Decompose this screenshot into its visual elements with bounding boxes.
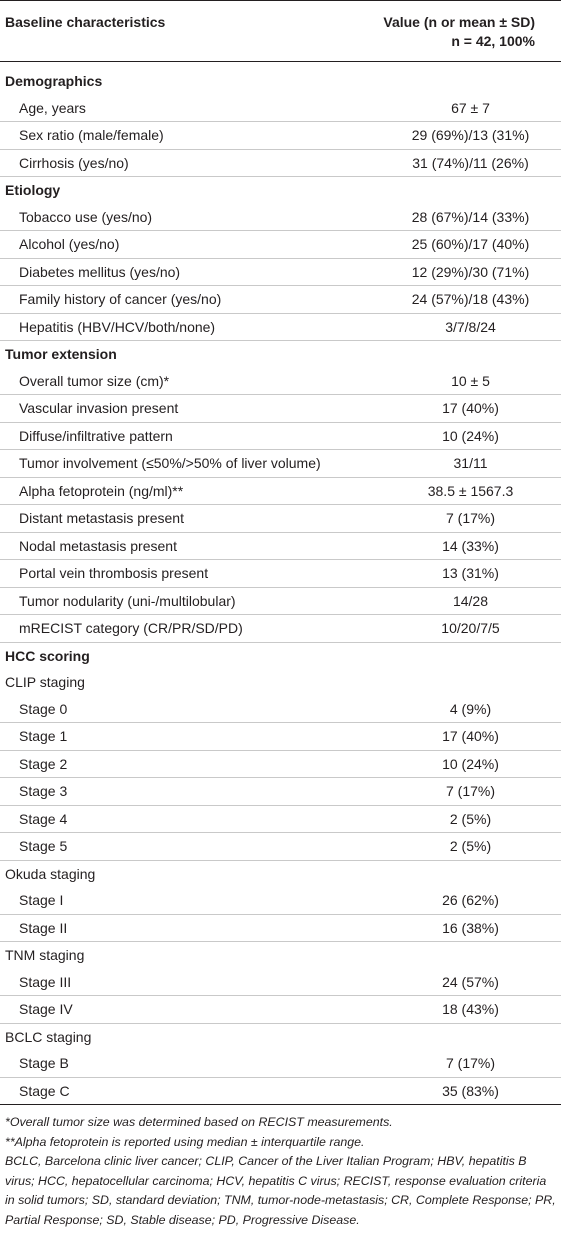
subsection-title: Okuda staging [5, 865, 96, 882]
subsection-title: TNM staging [5, 947, 85, 964]
row-value: 24 (57%)/18 (43%) [370, 286, 561, 314]
row-label: Sex ratio (male/female) [0, 122, 370, 150]
row-label: Cirrhosis (yes/no) [0, 149, 370, 177]
row-label: Diffuse/infiltrative pattern [0, 422, 370, 450]
table-row [0, 477, 561, 505]
row-value: 16 (38%) [370, 914, 561, 942]
row-value: 31 (74%)/11 (26%) [370, 149, 561, 177]
row-label: Stage III [0, 969, 370, 996]
row-label: Tumor nodularity (uni-/multilobular) [0, 587, 370, 615]
row-value: 28 (67%)/14 (33%) [370, 204, 561, 231]
subsection-title: BCLC staging [5, 1028, 92, 1045]
header-characteristics: Baseline characteristics [5, 14, 166, 30]
table-row [0, 450, 561, 478]
row-label: Vascular invasion present [0, 395, 370, 423]
table-body [0, 62, 561, 1105]
table-row [0, 313, 561, 341]
row-label: Stage B [0, 1050, 370, 1077]
row-label: Tobacco use (yes/no) [0, 204, 370, 231]
row-value [370, 177, 561, 204]
table-row [0, 204, 561, 231]
table-row [0, 996, 561, 1024]
row-value [370, 942, 561, 969]
row-value: 25 (60%)/17 (40%) [370, 231, 561, 259]
table-row [0, 286, 561, 314]
row-value: 17 (40%) [370, 395, 561, 423]
section-title: Tumor extension [5, 346, 117, 363]
footnote-3: BCLC, Barcelona clinic liver cancer; CLIP, Cancer of the Liver Italian Program; HBV, hepatitis B virus; HCC, hepatocellular carcinoma; HCV, hepatitis C virus; RECIST, response evaluation criteria in solid tumors; SD, standard deviation; TNM, tumor-node-metastasis; CR, Complete Response; PR, Partial Response; SD, Stable disease; PD, Progressive Disease. [5, 1154, 556, 1227]
section-header-row [0, 62, 561, 95]
row-value: 7 (17%) [370, 778, 561, 806]
table-row [0, 231, 561, 259]
table-row [0, 149, 561, 177]
section-header-row [0, 642, 561, 669]
row-value: 2 (5%) [370, 833, 561, 861]
row-label: Distant metastasis present [0, 505, 370, 533]
row-label: Stage 3 [0, 778, 370, 806]
table-row [0, 887, 561, 914]
table-header-row [0, 1, 561, 62]
row-label: Diabetes mellitus (yes/no) [0, 258, 370, 286]
section-header-row [0, 341, 561, 368]
row-value: 17 (40%) [370, 723, 561, 751]
table-row [0, 587, 561, 615]
section-title: Etiology [5, 182, 61, 199]
row-label: Stage 4 [0, 805, 370, 833]
row-value: 7 (17%) [370, 505, 561, 533]
table-row [0, 723, 561, 751]
table-row [0, 122, 561, 150]
table-row [0, 750, 561, 778]
table-row [0, 615, 561, 643]
row-value: 4 (9%) [370, 696, 561, 723]
row-value: 10/20/7/5 [370, 615, 561, 643]
table-row [0, 395, 561, 423]
row-value: 24 (57%) [370, 969, 561, 996]
row-value [370, 341, 561, 368]
row-label: Stage 0 [0, 696, 370, 723]
row-value: 38.5 ± 1567.3 [370, 477, 561, 505]
subsection-title: CLIP staging [5, 674, 85, 691]
row-label: Stage I [0, 887, 370, 914]
row-label: Stage II [0, 914, 370, 942]
row-label: Alpha fetoprotein (ng/ml)** [0, 477, 370, 505]
row-value: 26 (62%) [370, 887, 561, 914]
row-value: 12 (29%)/30 (71%) [370, 258, 561, 286]
row-value [370, 669, 561, 696]
table-row [0, 1050, 561, 1077]
section-header-row [0, 177, 561, 204]
row-label: Portal vein thrombosis present [0, 560, 370, 588]
row-label: mRECIST category (CR/PR/SD/PD) [0, 615, 370, 643]
table-row [0, 258, 561, 286]
header-value [370, 1, 561, 62]
section-title: HCC scoring [5, 647, 90, 664]
table-row [0, 422, 561, 450]
row-value: 14/28 [370, 587, 561, 615]
table-row [0, 1077, 561, 1105]
row-label: Stage 2 [0, 750, 370, 778]
row-label: Alcohol (yes/no) [0, 231, 370, 259]
table-row [0, 532, 561, 560]
row-label: Overall tumor size (cm)* [0, 368, 370, 395]
subsection-header-row [0, 669, 561, 696]
row-value: 31/11 [370, 450, 561, 478]
row-value: 29 (69%)/13 (31%) [370, 122, 561, 150]
header-value-line1: Value (n or mean ± SD) [383, 14, 535, 30]
row-value: 18 (43%) [370, 996, 561, 1024]
row-value: 14 (33%) [370, 532, 561, 560]
table-row [0, 95, 561, 122]
row-label: Age, years [0, 95, 370, 122]
table-row [0, 778, 561, 806]
footnote-1: *Overall tumor size was determined based on RECIST measurements. [5, 1115, 393, 1129]
table-row [0, 805, 561, 833]
row-label: Nodal metastasis present [0, 532, 370, 560]
table-row [0, 560, 561, 588]
table-row [0, 368, 561, 395]
footnote-2: **Alpha fetoprotein is reported using median ± interquartile range. [5, 1134, 365, 1149]
row-value: 3/7/8/24 [370, 313, 561, 341]
row-value: 2 (5%) [370, 805, 561, 833]
table-footnotes [0, 1105, 561, 1230]
row-value [370, 62, 561, 95]
row-label: Stage IV [0, 996, 370, 1024]
row-label: Stage 1 [0, 723, 370, 751]
row-value: 10 (24%) [370, 422, 561, 450]
table-row [0, 969, 561, 996]
subsection-header-row [0, 1023, 561, 1050]
row-value [370, 1023, 561, 1050]
row-label: Stage 5 [0, 833, 370, 861]
subsection-header-row [0, 860, 561, 887]
row-value: 13 (31%) [370, 560, 561, 588]
row-label: Family history of cancer (yes/no) [0, 286, 370, 314]
table-row [0, 833, 561, 861]
row-label: Stage C [0, 1077, 370, 1105]
row-value: 7 (17%) [370, 1050, 561, 1077]
subsection-header-row [0, 942, 561, 969]
table-row [0, 696, 561, 723]
row-label: Hepatitis (HBV/HCV/both/none) [0, 313, 370, 341]
row-value [370, 642, 561, 669]
row-label: Tumor involvement (≤50%/>50% of liver volume) [0, 450, 370, 478]
section-title: Demographics [5, 73, 103, 90]
row-value [370, 860, 561, 887]
header-value-line2: n = 42, 100% [451, 33, 535, 49]
row-value: 35 (83%) [370, 1077, 561, 1105]
row-value: 10 (24%) [370, 750, 561, 778]
table-row [0, 505, 561, 533]
table-row [0, 914, 561, 942]
row-value: 67 ± 7 [370, 95, 561, 122]
row-value: 10 ± 5 [370, 368, 561, 395]
